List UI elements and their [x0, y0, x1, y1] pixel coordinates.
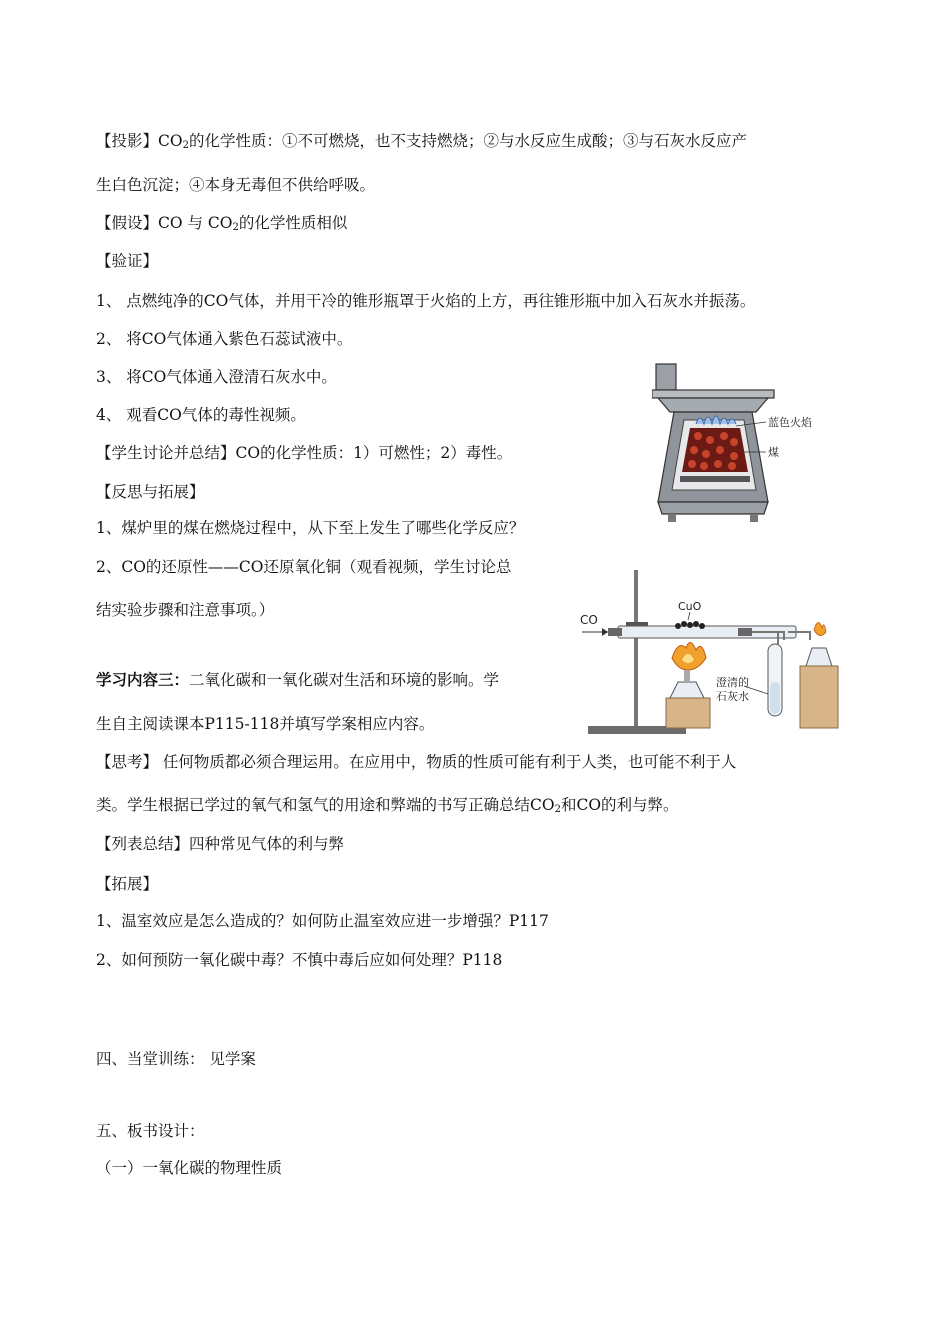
text: 【投影】CO: [96, 132, 183, 150]
study-content-3: [96, 670, 499, 690]
reflection-heading: 【反思与拓展】: [96, 483, 205, 501]
extension-q1: 1、温室效应是怎么造成的？如何防止温室效应进一步增强？P117: [96, 912, 549, 930]
board-item-1: （一）一氧化碳的物理性质: [96, 1159, 283, 1177]
text: 的化学性质：①不可燃烧，也不支持燃烧；②与水反应生成酸；③与石灰水反应产: [188, 132, 747, 150]
verify-step-1: 1、 点燃纯净的CO气体，并用干冷的锥形瓶罩于火焰的上方，再往锥形瓶中加入石灰水并振荡。: [96, 292, 756, 310]
reflection-q2: 2、CO的还原性——CO还原氧化铜（观看视频，学生讨论总: [96, 558, 512, 576]
subscript: 2: [232, 222, 239, 233]
co-reduction-apparatus-figure: [578, 570, 842, 740]
table-summary: 【列表总结】四种常见气体的利与弊: [96, 835, 345, 853]
text: 【假设】CO 与 CO: [96, 214, 233, 232]
extension-q2: 2、如何预防一氧化碳中毒？不慎中毒后应如何处理？P118: [96, 951, 503, 969]
coal-stove-figure: [652, 362, 848, 526]
study-content-3-cont: 生自主阅读课本P115-118并填写学案相应内容。: [96, 715, 435, 733]
verify-step-4: 4、 观看CO气体的毒性视频。: [96, 406, 306, 424]
think-line-cont: [96, 795, 679, 820]
text: 二氧化碳和一氧化碳对生活和环境的影响。学: [189, 671, 500, 689]
discussion-summary: 【学生讨论并总结】CO的化学性质：1）可燃性；2）毒性。: [96, 444, 513, 462]
label-co: CO: [580, 613, 598, 627]
reflection-q1: 1、煤炉里的煤在燃烧过程中，从下至上发生了哪些化学反应？: [96, 519, 525, 537]
section-4-heading: 四、当堂训练： 见学案: [96, 1050, 256, 1068]
subscript: 2: [554, 804, 561, 815]
label-limewater-1: 澄清的: [716, 676, 749, 689]
subscript: 2: [182, 140, 189, 151]
label-blue-flame: 蓝色火焰: [768, 416, 812, 429]
verify-step-2: 2、 将CO气体通入紫色石蕊试液中。: [96, 330, 353, 348]
label-coal: 煤: [768, 446, 779, 459]
co2-properties-cont: 生白色沉淀；④本身无毒但不供给呼吸。: [96, 176, 376, 194]
reflection-q2-cont: 结实验步骤和注意事项。）: [96, 601, 275, 619]
verify-heading: 【验证】: [96, 252, 159, 270]
text: 类。学生根据已学过的氧气和氢气的用途和弊端的书写正确总结CO: [96, 796, 555, 814]
label-limewater-2: 石灰水: [716, 690, 749, 703]
text: 和CO的利与弊。: [560, 796, 679, 814]
text: 的化学性质相似: [238, 214, 348, 232]
think-line: 【思考】 任何物质都必须合理运用。在应用中，物质的性质可能有利于人类，也可能不利于人: [96, 753, 737, 771]
bold-label: 学习内容三：: [96, 670, 190, 689]
extension-heading: 【拓展】: [96, 875, 159, 893]
section-5-heading: 五、板书设计：: [96, 1122, 205, 1140]
co2-properties-line: [96, 131, 747, 156]
hypothesis-line: [96, 213, 347, 238]
label-cuo: CuO: [678, 600, 702, 613]
verify-step-3: 3、 将CO气体通入澄清石灰水中。: [96, 368, 337, 386]
